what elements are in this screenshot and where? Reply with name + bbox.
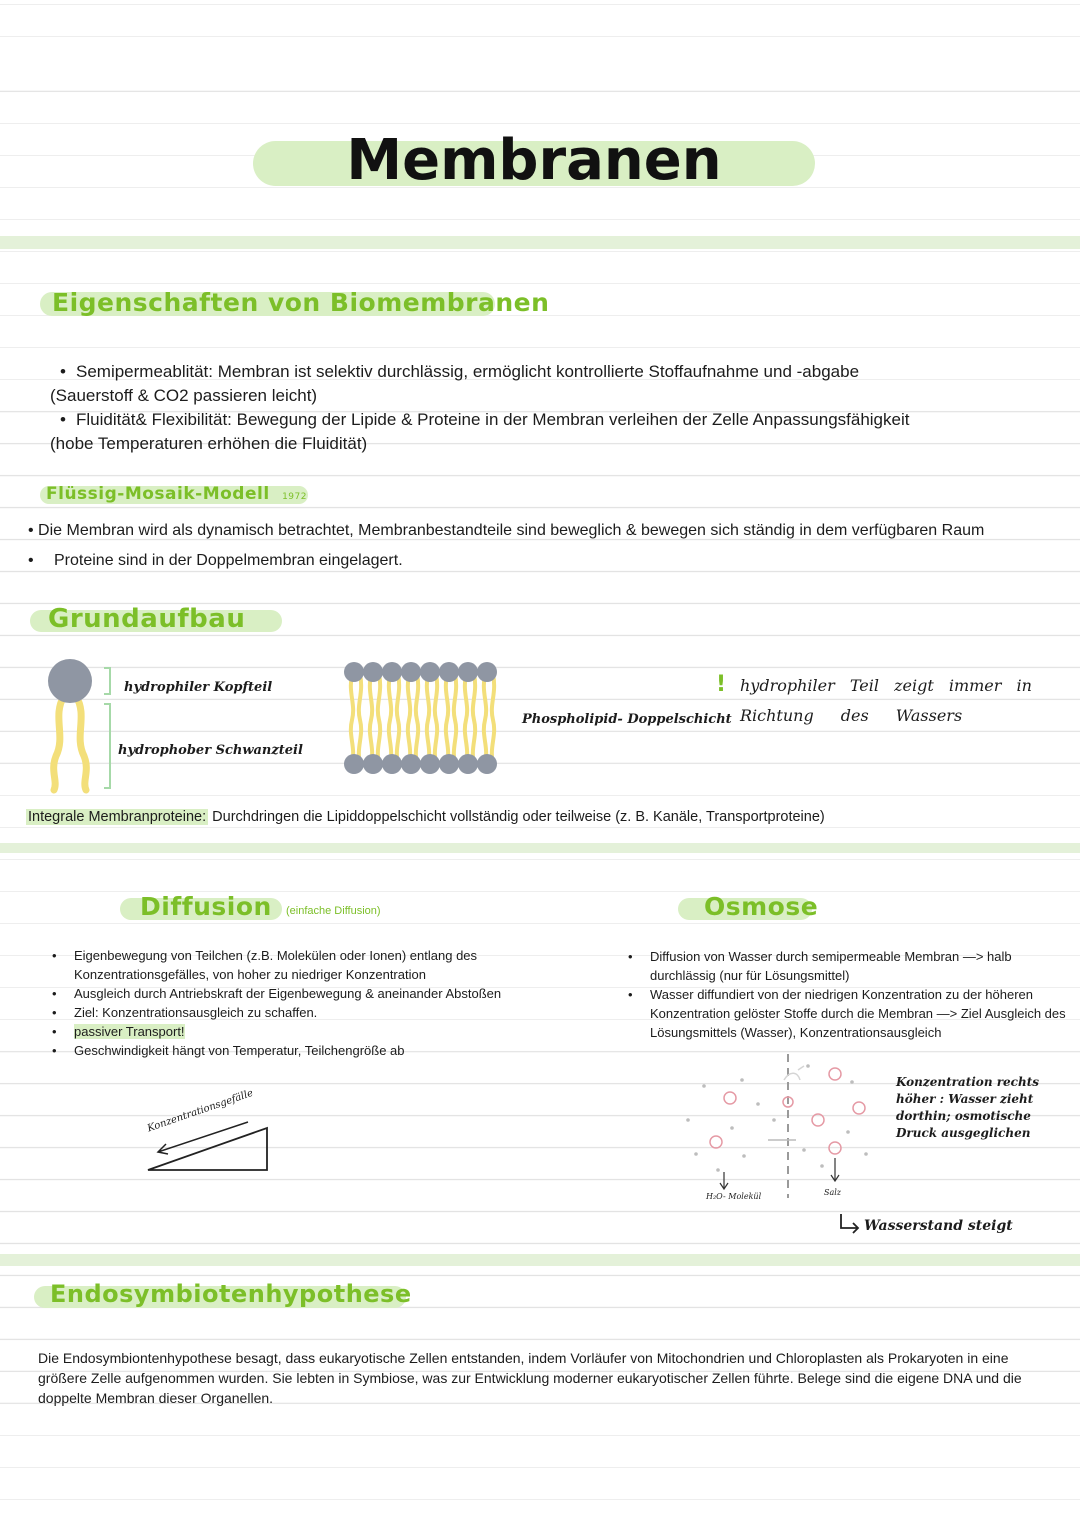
phospholipid-brackets	[98, 664, 118, 794]
diffusion-bullet: • Ausgleich durch Antriebskraft der Eigenbewegung & aneinander Abstoßen	[48, 984, 548, 1003]
mosaik-heading	[46, 484, 307, 504]
tail-label: hydrophober Schwanzteil	[118, 743, 303, 758]
diffusion-bullet: • Ziel: Konzentrationsausgleich zu schaffen.	[48, 1003, 548, 1022]
water-arrow	[720, 1172, 728, 1189]
water-label: H₂O- Molekül	[706, 1192, 762, 1201]
diffusion-subheading: (einfache Diffusion)	[286, 905, 381, 917]
bilayer-heads-top	[344, 662, 497, 682]
mosaik-text	[28, 516, 1078, 576]
osmose-list	[624, 947, 1074, 1042]
osmosis-drawing	[680, 1050, 880, 1210]
section-divider	[0, 843, 1080, 853]
head-label: hydrophiler Kopfteil	[124, 680, 273, 695]
integral-term: Integrale Membranproteine:	[28, 809, 207, 825]
eigenschaften-heading: Eigenschaften von Biomembranen	[52, 288, 550, 317]
mosaik-bullet-1-text: Die Membran wird als dynamisch betrachtet, Membranbestandteile sind beweglich & bewegen sich ständig in dem verfügbaren Raum	[38, 522, 985, 539]
eigenschaften-bullet-1-cont: (Sauerstoff & CO2 passieren leicht)	[50, 386, 318, 405]
phospholipid-tail-left	[54, 696, 64, 790]
diffusion-list	[48, 946, 548, 1060]
gradient-label: Konzentrationsgefälle	[146, 1087, 255, 1135]
endo-heading: Endosymbiotenhypothese	[50, 1280, 412, 1308]
integral-text: Durchdringen die Lipiddoppelschicht vollständig oder teilweise (z. B. Kanäle, Transportproteine)	[212, 809, 825, 825]
osmose-bullet: • Wasser diffundiert von der niedrigen Konzentration zu der höheren Konzentration gelöster Stoffe durch die Membran —> Ziel Ausgleich des Lösungsmittels (Wasser), Konzentrationsausgleich	[624, 985, 1074, 1042]
mosaik-bullet-2: • Proteine sind in der Doppelmembran eingelagert.	[28, 552, 403, 569]
diffusion-bullet: • Geschwindigkeit hängt von Temperatur, Teilchengröße ab	[48, 1041, 548, 1060]
bilayer-tails	[351, 674, 494, 764]
section-divider	[0, 1254, 1080, 1266]
bilayer-label: Phospholipid- Doppelschicht	[522, 712, 732, 727]
passive-transport-text: passiver Transport!	[74, 1024, 185, 1039]
osmose-note-line: Druck ausgeglichen	[896, 1126, 1031, 1140]
page-title: Membranen	[346, 128, 722, 193]
note-line-1: hydrophiler Teil zeigt immer in	[740, 676, 1032, 695]
endo-text: Die Endosymbiontenhypothese besagt, dass eukaryotische Zellen entstanden, indem Vorläufer von Mitochondrien und Chloroplasten als Prokaryoten in eine größere Zelle aufgenommen wurden. Sie lebten in Symbiose, was zur Entwicklung moderner eukaryotischer Zellen führte. Belege sind die eigene DNA und die doppelte Membran dieser Organellen.	[38, 1350, 1022, 1406]
bilayer-heads-bottom	[344, 754, 497, 774]
diffusion-heading: Diffusion	[140, 892, 272, 921]
mosaik-year: 1972	[282, 492, 307, 502]
phospholipid-head	[48, 659, 92, 703]
phospholipid-tail-right	[76, 696, 86, 790]
diffusion-bullet: • Eigenbewegung von Teilchen (z.B. Molekülen oder Ionen) entlang des Konzentrationsgefälles, von hoher zu niedriger Konzentration	[48, 946, 548, 984]
eigenschaften-text	[50, 360, 1050, 456]
osmose-note-line: dorthin; osmotische	[896, 1109, 1031, 1123]
note-line-2: Richtung des Wassers	[740, 706, 963, 725]
eigenschaften-bullet-2-cont: (hobe Temperaturen erhöhen die Fluidität)	[50, 434, 368, 453]
lipid-bilayer-drawing	[340, 660, 510, 778]
note-exclamation: !	[716, 672, 727, 697]
eigenschaften-bullet-1: • Semipermeablität: Membran ist selektiv durchlässig, ermöglicht kontrollierte Stoffaufnahme und -abgabe	[60, 362, 860, 381]
eigenschaften-bullet-2: • Fluidität& Flexibilität: Bewegung der Lipide & Proteine in der Membran verleihen der Zelle Anpassungsfähigkeit	[60, 410, 910, 429]
water-molecules	[686, 1064, 868, 1172]
osmose-bullet: • Diffusion von Wasser durch semipermeable Membran —> halb durchlässig (nur für Lösungsmittel)	[624, 947, 1074, 985]
mosaik-bullet-1: • Die Membran wird als dynamisch betrachtet, Membranbestandteile sind beweglich & bewegen sich ständig in dem verfügbaren Raum	[28, 522, 985, 539]
diffusion-bullet	[48, 1022, 548, 1041]
osmose-note-line: höher : Wasser zieht	[896, 1092, 1034, 1106]
integral-proteins	[26, 809, 825, 825]
osmose-result: Wasserstand steigt	[864, 1218, 1013, 1234]
eigenschaften-bullet-2-text: Fluidität& Flexibilität: Bewegung der Lipide & Proteine in der Membran verleihen der Zelle Anpassungsfähigkeit	[76, 410, 910, 429]
result-arrow	[838, 1212, 862, 1234]
grundaufbau-heading: Grundaufbau	[48, 604, 246, 634]
mosaik-bullet-2-text: Proteine sind in der Doppelmembran eingelagert.	[54, 552, 403, 569]
eigenschaften-bullet-1-text: Semipermeablität: Membran ist selektiv durchlässig, ermöglicht kontrollierte Stoffaufnahme und -abgabe	[76, 362, 860, 381]
mosaik-heading-text: Flüssig-Mosaik-Modell	[46, 484, 270, 504]
section-divider	[0, 236, 1080, 249]
tail-bracket	[104, 704, 110, 788]
osmose-note-line: Konzentration rechts	[896, 1075, 1040, 1089]
salt-label: Salz	[824, 1188, 842, 1197]
head-bracket	[104, 668, 110, 694]
osmose-note	[896, 1074, 1039, 1142]
osmose-heading: Osmose	[704, 892, 819, 921]
salt-arrow	[831, 1158, 839, 1181]
